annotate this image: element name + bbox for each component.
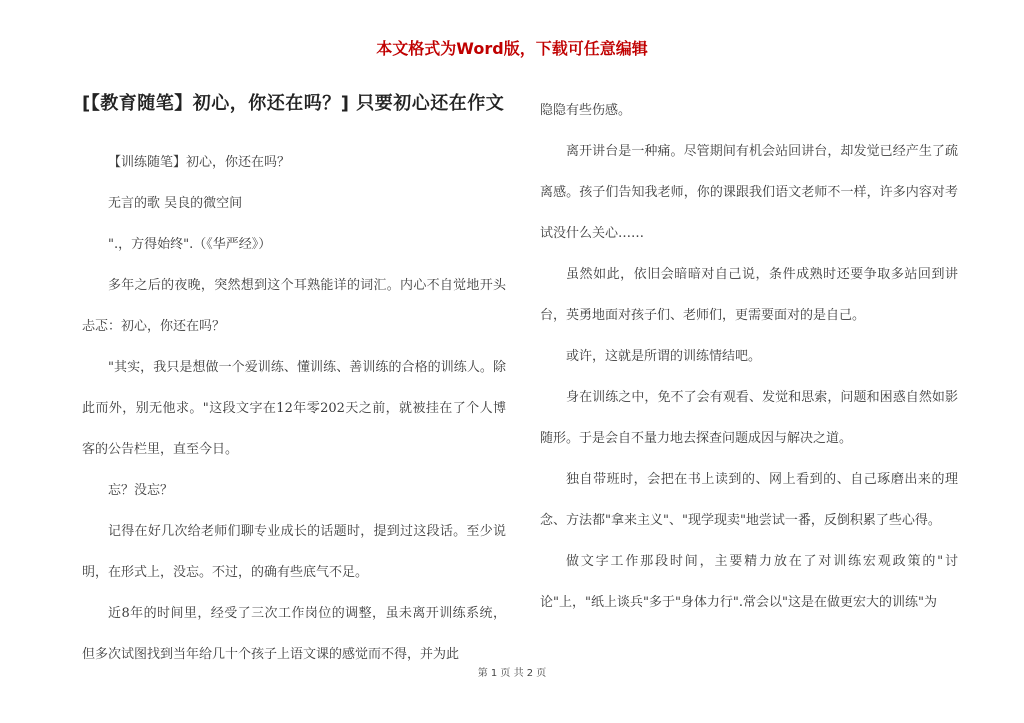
paragraph: 虽然如此，依旧会暗暗对自己说，条件成熟时还要争取多站回到讲台，英勇地面对孩子们、老师们，更需要面对的是自己。 (540, 267, 958, 323)
paragraph: 离开讲台是一种痛。尽管期间有机会站回讲台，却发觉已经产生了疏离感。孩子们告知我老师，你的课跟我们语文老师不一样，许多内容对考试没什么关心…… (540, 144, 958, 241)
paragraph: 独自带班时，会把在书上读到的、网上看到的、自己琢磨出来的理念、方法都"拿来主义"、"现学现卖"地尝试一番，反倒积累了些心得。 (540, 472, 958, 528)
paragraph: 做文字工作那段时间，主要精力放在了对训练宏观政策的"讨论"上，"纸上谈兵"多于"身体力行".常会以"这是在做更宏大的训练"为 (540, 554, 958, 610)
paragraph: 近8年的时间里，经受了三次工作岗位的调整，虽未离开训练系统，但多次试图找到当年给几十个孩子上语文课的感觉而不得，并为此 (82, 606, 506, 662)
page-number-footer: 第 1 页 共 2 页 (477, 668, 547, 679)
document-title: [【教育随笔】初心，你还在吗？] 只要初心还在作文 (82, 93, 505, 114)
paragraph: 身在训练之中，免不了会有观看、发觉和思索，问题和困惑自然如影随形。于是会自不量力地去探查问题成因与解决之道。 (540, 390, 958, 446)
paragraph: "其实，我只是想做一个爱训练、懂训练、善训练的合格的训练人。除此而外，别无他求。"这段文字在12年零202天之前，就被挂在了个人博客的公告栏里，直至今日。 (82, 360, 506, 457)
right-column (540, 90, 958, 623)
left-column (82, 90, 506, 675)
paragraph-continuation: 隐隐有些伤感。 (540, 103, 632, 118)
word-format-banner: 本文格式为Word版，下载可任意编辑 (376, 39, 648, 58)
paragraph: 忘？没忘？ (108, 483, 174, 498)
paragraph: 多年之后的夜晚，突然想到这个耳熟能详的词汇。内心不自觉地开头忐忑：初心，你还在吗？ (82, 278, 506, 334)
paragraph: ".，方得始终".（《华严经》） (108, 237, 272, 252)
paragraph: 或许，这就是所谓的训练情结吧。 (566, 349, 762, 364)
paragraph: 记得在好几次给老师们聊专业成长的话题时，提到过这段话。至少说明，在形式上，没忘。不过，的确有些底气不足。 (82, 524, 506, 580)
paragraph: 无言的歌 吴良的微空间 (108, 196, 243, 211)
paragraph: 【训练随笔】初心，你还在吗？ (108, 155, 291, 170)
